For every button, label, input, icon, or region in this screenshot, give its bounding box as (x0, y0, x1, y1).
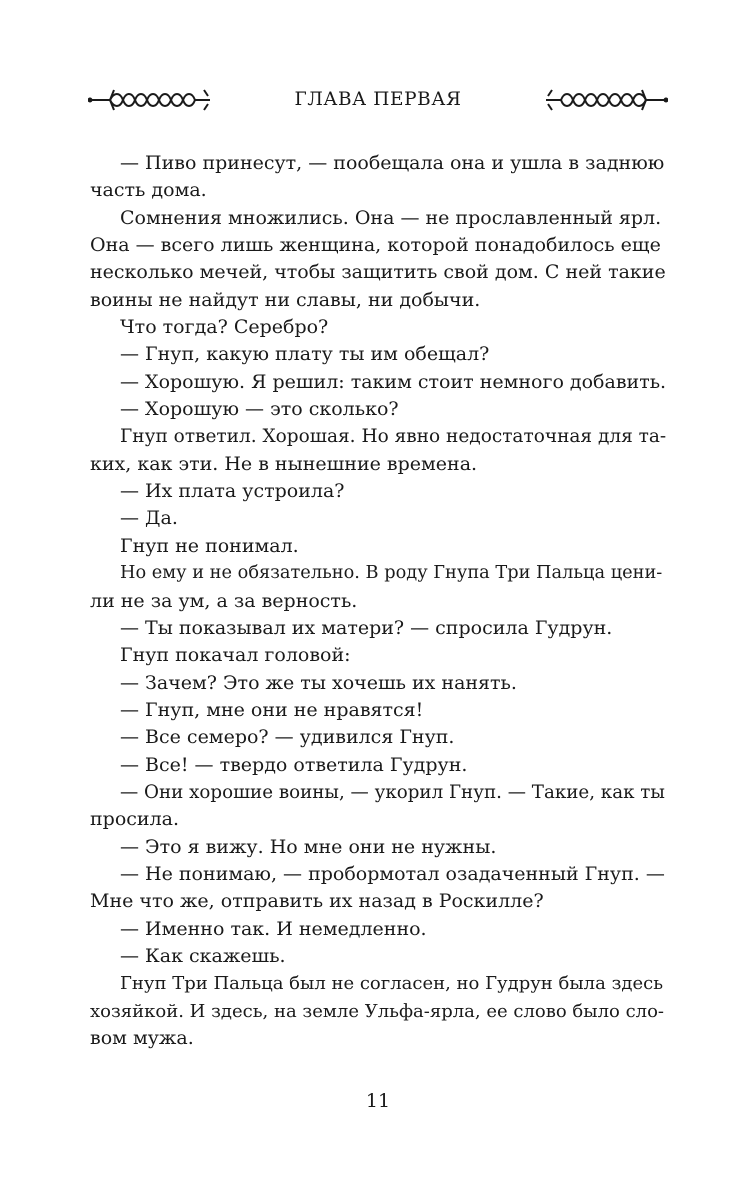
text-line: ких, как эти. Не в нынешние времена. (90, 452, 478, 475)
text-line: Гнуп не понимал. (120, 534, 299, 557)
body-text (90, 150, 666, 1052)
text-line: — Как скажешь. (120, 944, 286, 967)
text-line: — Именно так. И немедленно. (120, 917, 427, 940)
running-header (88, 80, 668, 120)
text-line: просила. (90, 808, 180, 831)
text-line: часть дома. (90, 179, 207, 202)
text-line: воины не найдут ни славы, ни добычи. (90, 288, 481, 311)
text-line: Она — всего лишь женщина, которой понадобилось еще (90, 234, 661, 257)
text-line: вом мужа. (90, 1027, 194, 1049)
text-line: Мне что же, отправить их назад в Роскилле? (90, 890, 544, 913)
text-line: Гнуп покачал головой: (120, 644, 351, 667)
text-line: — Их плата устроила? (120, 480, 345, 503)
text-line: — Гнуп, какую плату ты им обещал? (120, 343, 490, 366)
text-line: — Это я вижу. Но мне они не нужны. (120, 835, 497, 858)
text-line: — Не понимаю, — пробормотал озадаченный Гнуп. — (120, 862, 665, 885)
text-line: — Все! — твердо ответила Гудрун. (120, 753, 468, 776)
text-line: Сомнения множились. Она — не прославленный ярл. (120, 206, 662, 229)
text-line: — Гнуп, мне они не нравятся! (120, 698, 424, 721)
knot-ornament-icon (544, 86, 668, 114)
text-line: Что тогда? Серебро? (120, 316, 329, 339)
text-line: — Они хорошие воины, — укорил Гнуп. — Такие, как ты (120, 781, 665, 803)
page-number: 11 (365, 1090, 391, 1112)
text-line: — Пиво принесут, — пообещала она и ушла в заднюю (120, 152, 665, 174)
text-line: Гнуп ответил. Хорошая. Но явно недостаточная для та- (120, 426, 667, 448)
text-line: — Все семеро? — удивился Гнуп. (120, 726, 455, 749)
text-line: Но ему и не обязательно. В роду Гнупа Три Пальца цени- (120, 563, 663, 584)
text-line: — Да. (120, 507, 178, 530)
text-line: — Хорошую — это сколько? (120, 398, 399, 421)
chapter-title: ГЛАВА ПЕРВАЯ (294, 89, 462, 110)
text-line: — Ты показывал их матери? — спросила Гудрун. (120, 616, 613, 639)
text-line: ли не за ум, а за верность. (90, 589, 358, 612)
text-line: хозяйкой. И здесь, на земле Ульфа-ярла, ее слово было сло- (90, 1000, 665, 1022)
text-line: несколько мечей, чтобы защитить свой дом. С ней такие (90, 261, 666, 284)
text-line: Гнуп Три Пальца был не согласен, но Гудрун была здесь (120, 973, 664, 995)
text-line: — Зачем? Это же ты хочешь их нанять. (120, 671, 517, 694)
text-line: — Хорошую. Я решил: таким стоит немного добавить. (120, 370, 667, 393)
